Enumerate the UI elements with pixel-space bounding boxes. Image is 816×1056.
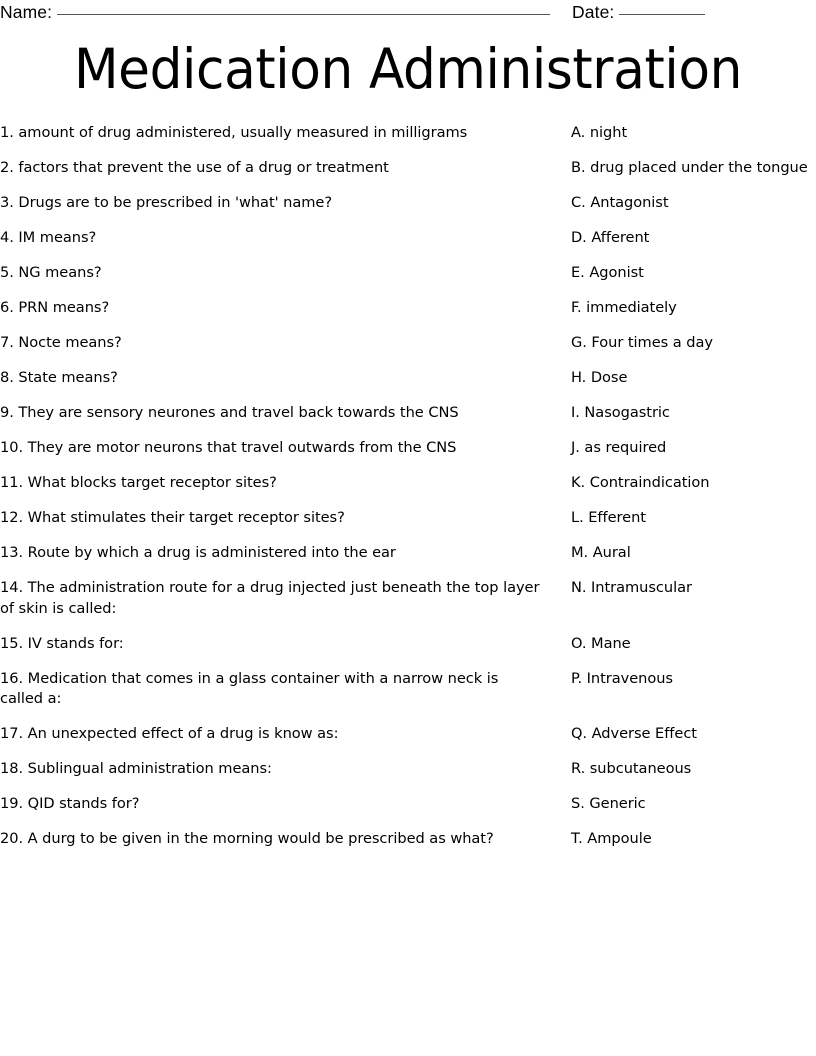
question-item[interactable]: 1. amount of drug administered, usually measured in milligrams: [0, 124, 468, 141]
answer-option[interactable]: K. Contraindication: [571, 474, 710, 491]
answer-option[interactable]: P. Intravenous: [571, 669, 673, 687]
answer-option[interactable]: N. Intramuscular: [571, 579, 692, 596]
question-item[interactable]: 12. What stimulates their target receptor sites?: [0, 509, 345, 526]
question-item[interactable]: 5. NG means?: [0, 264, 102, 281]
question-item[interactable]: 8. State means?: [0, 369, 118, 386]
date-input-line[interactable]: [619, 14, 705, 15]
question-item[interactable]: 16. Medication that comes in a glass container with a narrow neck is called a:: [0, 669, 499, 707]
answer-option[interactable]: I. Nasogastric: [571, 404, 670, 421]
table-row: [0, 669, 816, 710]
question-item[interactable]: 9. They are sensory neurones and travel back towards the CNS: [0, 404, 459, 421]
answer-option[interactable]: O. Mane: [571, 634, 631, 652]
question-item[interactable]: 6. PRN means?: [0, 299, 110, 316]
name-label: Name:: [0, 2, 53, 22]
table-row: [0, 473, 816, 494]
answer-option[interactable]: D. Afferent: [571, 229, 650, 246]
question-item[interactable]: 7. Nocte means?: [0, 334, 122, 351]
table-row: [0, 193, 816, 214]
table-row: [0, 578, 816, 619]
question-item[interactable]: 20. A durg to be given in the morning would be prescribed as what?: [0, 830, 494, 847]
table-row: [0, 759, 816, 780]
answer-option[interactable]: T. Ampoule: [571, 830, 652, 847]
answer-option[interactable]: Q. Adverse Effect: [571, 725, 697, 742]
table-row: [0, 368, 816, 389]
table-row: [0, 724, 816, 745]
answer-option[interactable]: B. drug placed under the tongue: [571, 159, 808, 176]
table-row: [0, 794, 816, 815]
question-item[interactable]: 2. factors that prevent the use of a drug or treatment: [0, 159, 389, 176]
answer-option[interactable]: S. Generic: [571, 795, 646, 812]
question-item[interactable]: 13. Route by which a drug is administered into the ear: [0, 544, 396, 561]
table-row: [0, 634, 816, 655]
answer-option[interactable]: H. Dose: [571, 369, 628, 386]
table-row: [0, 403, 816, 424]
student-info-header: [0, 0, 816, 28]
question-item[interactable]: 4. IM means?: [0, 229, 97, 246]
answer-option[interactable]: E. Agonist: [571, 264, 644, 281]
page-title: Medication Administration: [73, 37, 743, 101]
table-row: [0, 228, 816, 249]
question-item[interactable]: 19. QID stands for?: [0, 795, 140, 812]
table-row: [0, 438, 816, 459]
answer-option[interactable]: G. Four times a day: [571, 334, 713, 351]
date-label: Date:: [572, 2, 615, 22]
table-row: [0, 543, 816, 564]
question-item[interactable]: 18. Sublingual administration means:: [0, 760, 272, 777]
table-row: [0, 508, 816, 529]
question-item[interactable]: 15. IV stands for:: [0, 634, 124, 652]
answer-option[interactable]: A. night: [571, 124, 628, 141]
answer-option[interactable]: L. Efferent: [571, 509, 646, 526]
answer-option[interactable]: F. immediately: [571, 299, 677, 316]
question-item[interactable]: 14. The administration route for a drug injected just beneath the top layer of skin is called:: [0, 579, 540, 617]
table-row: [0, 829, 816, 850]
answer-option[interactable]: C. Antagonist: [571, 194, 669, 211]
table-row: [0, 333, 816, 354]
table-row: [0, 263, 816, 284]
answer-option[interactable]: M. Aural: [571, 544, 631, 561]
question-item[interactable]: 17. An unexpected effect of a drug is know as:: [0, 725, 339, 742]
question-item[interactable]: 3. Drugs are to be prescribed in 'what' name?: [0, 194, 333, 211]
question-item[interactable]: 11. What blocks target receptor sites?: [0, 474, 277, 491]
table-row: [0, 123, 816, 144]
name-input-line[interactable]: [57, 14, 550, 15]
table-row: [0, 158, 816, 179]
question-item[interactable]: 10. They are motor neurons that travel outwards from the CNS: [0, 439, 457, 456]
matching-exercise: [0, 123, 816, 850]
table-row: [0, 298, 816, 319]
answer-option[interactable]: R. subcutaneous: [571, 760, 692, 777]
answer-option[interactable]: J. as required: [571, 439, 667, 456]
